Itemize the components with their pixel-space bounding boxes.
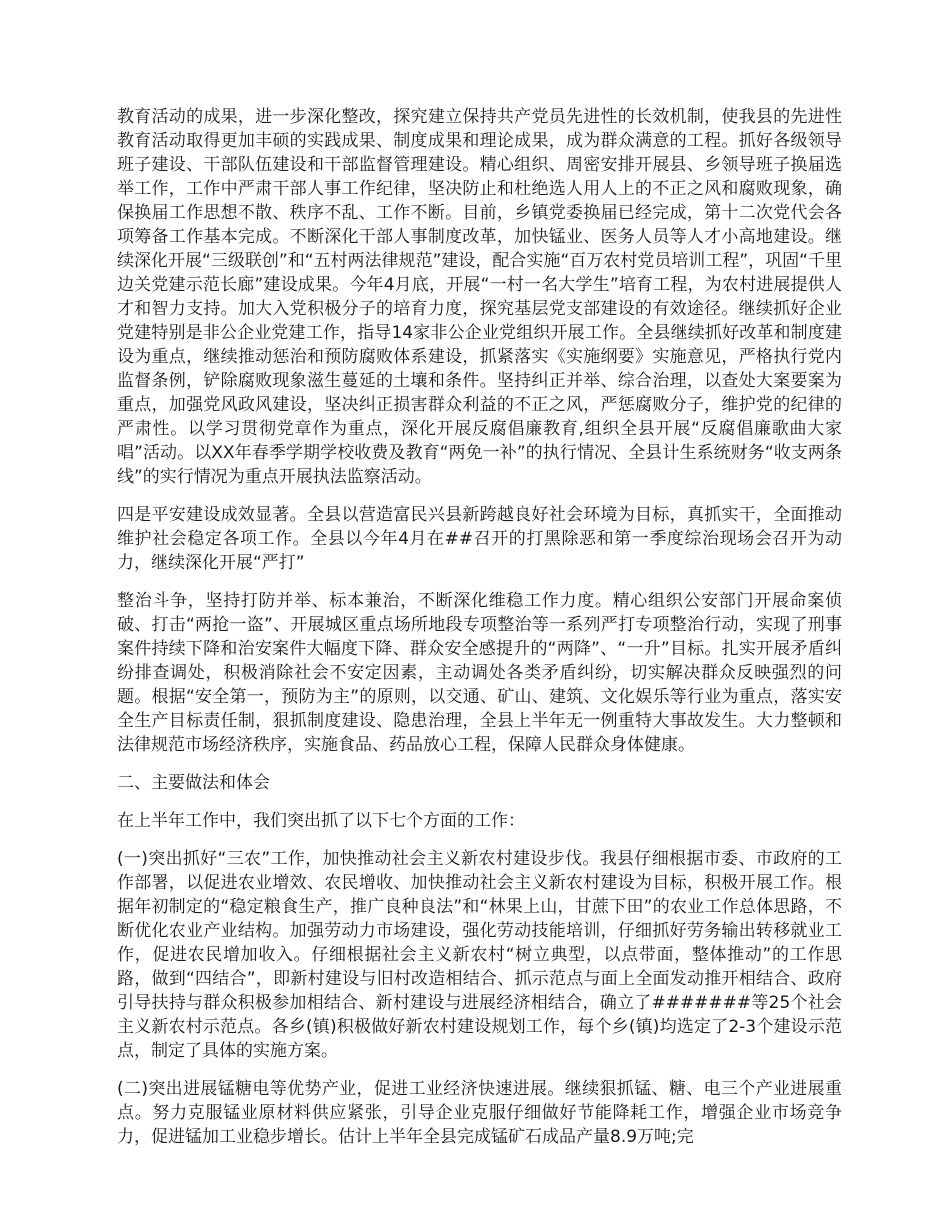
paragraph-safety-building: 四是平安建设成效显著。全县以营造富民兴县新跨越良好社会环境为目标，真抓实干，全面推动维护社会稳定各项工作。全县以今年4月在##召开的打黑除恶和第一季度综治现场会召开为动力，继续深化开展“严打” <box>117 505 842 573</box>
paragraph-party-building: 教育活动的成果，进一步深化整改，探究建立保持共产党员先进性的长效机制，使我县的先进性教育活动取得更加丰硕的实践成果、制度成果和理论成果，成为群众满意的工程。抓好各级领导班子建设、干部队伍建设和干部监督管理建设。精心组织、周密安排开展县、乡领导班子换届选举工作，工作中严肃干部人事工作纪律，坚决防止和杜绝选人用人上的不正之风和腐败现象，确保换届工作思想不散、秩序不乱、工作不断。目前，乡镇党委换届已经完成，第十二次党代会各项筹备工作基本完成。不断深化干部人事制度改革，加快锰业、医务人员等人才小高地建设。继续深化开展“三级联创”和“五村两法律规范”建设，配合实施“百万农村党员培训工程”，巩固“千里边关党建示范长廊”建设成果。今年4月底，开展“一村一名大学生”培育工程，为农村进展提供人才和智力支持。加大入党积极分子的培育力度，探究基层党支部建设的有效途径。继续抓好企业党建特别是非公企业党建工作，指导14家非公企业党组织开展工作。全县继续抓好改革和制度建设为重点，继续推动惩治和预防腐败体系建设，抓紧落实《实施纲要》实施意见，严格执行党内监督条例，铲除腐败现象滋生蔓延的土壤和条件。坚持纠正并举、综合治理，以查处大案要案为重点，加强党风政风建设，坚决纠正损害群众利益的不正之风，严惩腐败分子，维护党的纪律的严肃性。以学习贯彻党章作为重点，深化开展反腐倡廉教育,组织全县开展“反腐倡廉歌曲大家唱”活动。以XX年春季学期学校收费及教育“两免一补”的执行情况、全县计生系统财务“收支两条线”的实行情况为重点开展执法监察活动。 <box>117 107 842 487</box>
document-body <box>117 105 842 1163</box>
section-heading: 二、主要做法和体会 <box>117 773 270 793</box>
paragraph-rectification: 整治斗争，坚持打防并举、标本兼治，不断深化维稳工作力度。精心组织公安部门开展命案侦破、打击“两抢一盗”、开展城区重点场所地段专项整治等一系列严打专项整治行动，实现了刑事案件持续下降和治安案件大幅度下降、群众安全感提升的“两降”、“一升”目标。扎实开展矛盾纠纷排查调处，积极消除社会不安定因素，主动调处各类矛盾纠纷，切实解决群众反映强烈的问题。根据“安全第一，预防为主”的原则，以交通、矿山、建筑、文化娱乐等行业为重点，落实安全生产目标责任制，狠抓制度建设、隐患治理，全县上半年无一例重特大事故发生。大力整顿和法律规范市场经济秩序，实施食品、药品放心工程，保障人民群众身体健康。 <box>117 591 842 755</box>
paragraph-agriculture: (一)突出抓好“三农”工作，加快推动社会主义新农村建设步伐。我县仔细根据市委、市政府的工作部署，以促进农业增效、农民增收、加快推动社会主义新农村建设为目标，积极开展工作。根据年初制定的“稳定粮食生产，推广良种良法”和“林果上山，甘蔗下田”的农业工作总体思路，不断优化农业产业结构。加强劳动力市场建设，强化劳动技能培训，仔细抓好劳务输出转移就业工作，促进农民增加收入。仔细根据社会主义新农村“树立典型，以点带面，整体推动”的工作思路，做到“四结合”，即新村建设与旧村改造相结合、抓示范点与面上全面发动推开相结合、政府引导扶持与群众积极参加相结合、新村建设与进展经济相结合，确立了#######等25个社会主义新农村示范点。各乡(镇)积极做好新农村建设规划工作，每个乡(镇)均选定了2-3个建设示范点，制定了具体的实施方案。 <box>117 849 842 1061</box>
paragraph-intro: 在上半年工作中，我们突出抓了以下七个方面的工作： <box>117 811 525 831</box>
paragraph-industry: (二)突出进展锰糖电等优势产业，促进工业经济快速进展。继续狠抓锰、糖、电三个产业进展重点。努力克服锰业原材料供应紧张，引导企业克服仔细做好节能降耗工作，增强企业市场竞争力，促进锰加工业稳步增长。估计上半年全县完成锰矿石成品产量8.9万吨;完 <box>117 1079 842 1147</box>
